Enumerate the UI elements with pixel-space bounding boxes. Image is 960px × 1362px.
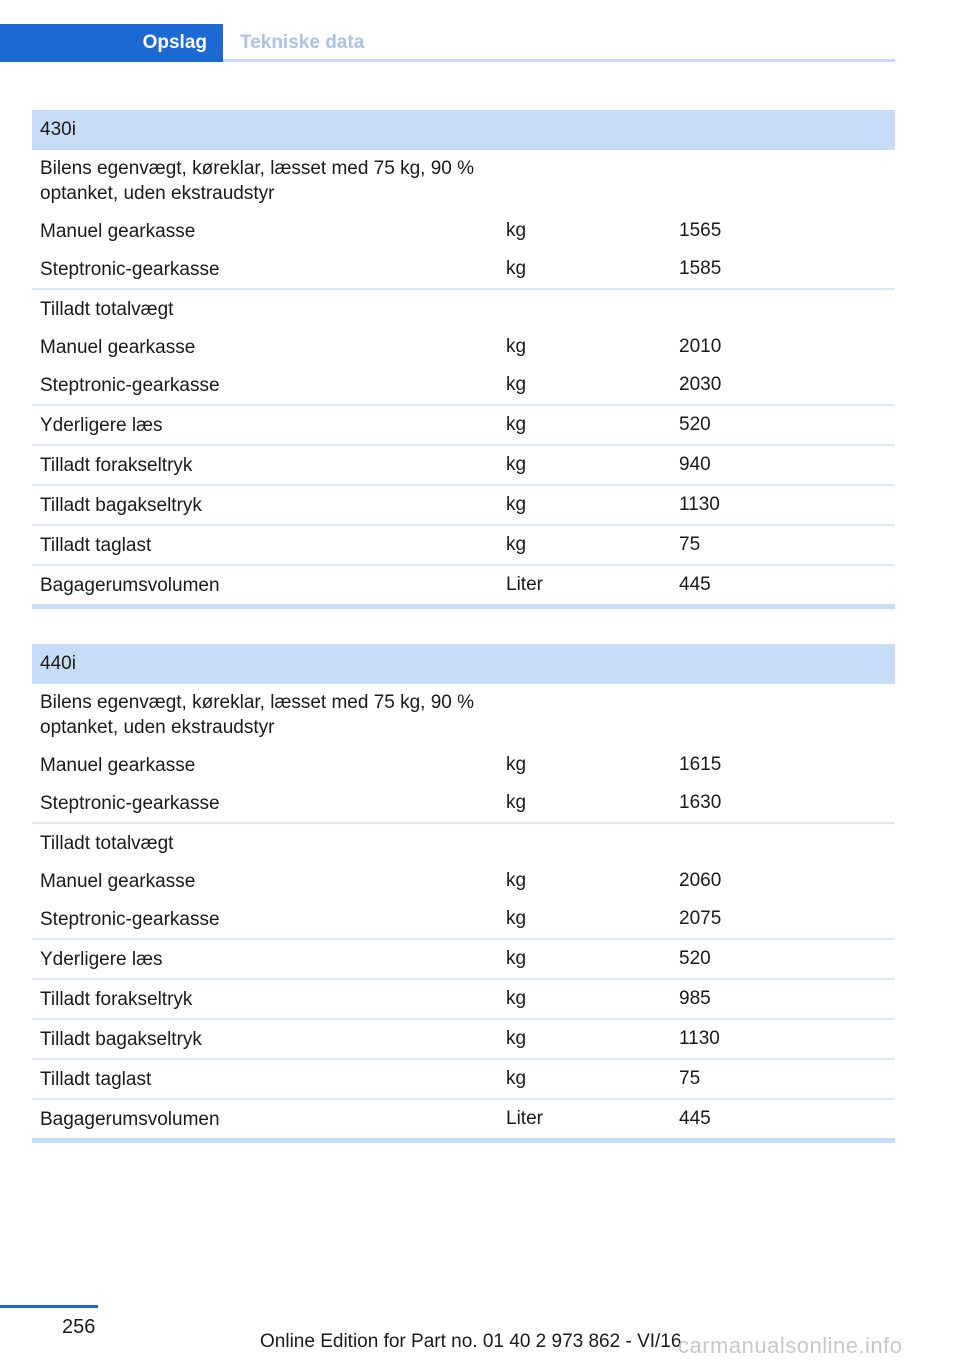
- row-label: Tilladt taglast: [40, 534, 152, 556]
- row-value: 2075: [679, 908, 722, 929]
- row-label: Bagagerumsvolumen: [40, 1108, 220, 1130]
- row-label: Steptronic-gearkasse: [40, 792, 220, 814]
- row-value: 2010: [679, 336, 722, 357]
- row-value: 1130: [679, 1028, 720, 1049]
- row-label: Bilens egenvægt, køreklar, læsset med 75 kg, 90 % optanket, uden ekstraudstyr: [40, 158, 475, 204]
- table-row: [32, 900, 895, 938]
- row-label: Manuel gearkasse: [40, 336, 196, 358]
- row-value: 985: [679, 988, 711, 1009]
- table-row: [32, 684, 895, 746]
- row-unit: kg: [506, 792, 527, 813]
- row-label: Tilladt bagakseltryk: [40, 494, 202, 516]
- row-label: Yderligere læs: [40, 414, 163, 436]
- row-unit: kg: [506, 1068, 527, 1089]
- row-value: 445: [679, 574, 711, 595]
- row-unit: kg: [506, 948, 527, 969]
- table-row: [32, 250, 895, 288]
- spec-table-430i: [32, 110, 895, 609]
- table-row: [32, 150, 895, 212]
- row-unit: kg: [506, 988, 527, 1009]
- row-unit: Liter: [506, 1108, 543, 1129]
- row-unit: kg: [506, 494, 527, 515]
- table-row: [32, 1018, 895, 1058]
- watermark: carmanualsonline.info: [678, 1333, 903, 1358]
- row-value: 2030: [679, 374, 722, 395]
- edition-text: Online Edition for Part no. 01 40 2 973 862 - VI/16: [260, 1331, 682, 1352]
- row-unit: kg: [506, 534, 527, 555]
- row-label: Steptronic-gearkasse: [40, 908, 220, 930]
- row-label: Manuel gearkasse: [40, 754, 196, 776]
- row-value: 520: [679, 948, 711, 969]
- row-label: Manuel gearkasse: [40, 220, 196, 242]
- row-label: Tilladt totalvægt: [40, 832, 174, 854]
- table-row: [32, 822, 895, 862]
- row-value: 1585: [679, 258, 722, 279]
- table-row: [32, 938, 895, 978]
- row-unit: kg: [506, 258, 527, 279]
- row-unit: kg: [506, 454, 527, 475]
- table-row: [32, 564, 895, 604]
- row-unit: kg: [506, 336, 527, 357]
- page-number: 256: [62, 1316, 96, 1338]
- row-unit: kg: [506, 908, 527, 929]
- row-value: 1565: [679, 220, 722, 241]
- row-value: 940: [679, 454, 711, 475]
- footer-accent-line: [0, 1305, 98, 1308]
- table-row: [32, 484, 895, 524]
- row-unit: kg: [506, 1028, 527, 1049]
- table-row: [32, 1098, 895, 1138]
- row-unit: kg: [506, 220, 527, 241]
- table-row: [32, 444, 895, 484]
- row-value: 2060: [679, 870, 722, 891]
- row-value: 75: [679, 1068, 701, 1089]
- table-row: [32, 404, 895, 444]
- table-row: [32, 978, 895, 1018]
- row-value: 1130: [679, 494, 720, 515]
- row-label: Tilladt taglast: [40, 1068, 152, 1090]
- table-row: [32, 212, 895, 250]
- row-label: Bilens egenvægt, køreklar, læsset med 75 kg, 90 % optanket, uden ekstraudstyr: [40, 692, 475, 738]
- row-unit: kg: [506, 870, 527, 891]
- row-label: Tilladt forakseltryk: [40, 454, 193, 476]
- row-value: 445: [679, 1108, 711, 1129]
- table-row: [32, 524, 895, 564]
- table-row: [32, 784, 895, 822]
- row-value: 1615: [679, 754, 722, 775]
- row-unit: kg: [506, 374, 527, 395]
- row-unit: kg: [506, 754, 527, 775]
- row-unit: kg: [506, 414, 527, 435]
- row-label: Tilladt bagakseltryk: [40, 1028, 202, 1050]
- row-value: 75: [679, 534, 701, 555]
- table-end-rule: [32, 604, 895, 609]
- row-unit: Liter: [506, 574, 543, 595]
- row-label: Steptronic-gearkasse: [40, 258, 220, 280]
- table-row: [32, 1058, 895, 1098]
- row-label: Manuel gearkasse: [40, 870, 196, 892]
- model-header: 440i: [32, 644, 895, 684]
- row-label: Steptronic-gearkasse: [40, 374, 220, 396]
- row-value: 1630: [679, 792, 722, 813]
- tab-opslag[interactable]: Opslag: [0, 24, 223, 62]
- row-value: 520: [679, 414, 711, 435]
- row-label: Tilladt totalvægt: [40, 298, 174, 320]
- table-row: [32, 746, 895, 784]
- table-row: [32, 862, 895, 900]
- table-row: [32, 366, 895, 404]
- model-header: 430i: [32, 110, 895, 150]
- spec-table-440i: [32, 644, 895, 1143]
- row-label: Tilladt forakseltryk: [40, 988, 193, 1010]
- row-label: Bagagerumsvolumen: [40, 574, 220, 596]
- table-row: [32, 288, 895, 328]
- row-label: Yderligere læs: [40, 948, 163, 970]
- table-row: [32, 328, 895, 366]
- table-end-rule: [32, 1138, 895, 1143]
- tab-tekniske-data[interactable]: Tekniske data: [240, 32, 365, 53]
